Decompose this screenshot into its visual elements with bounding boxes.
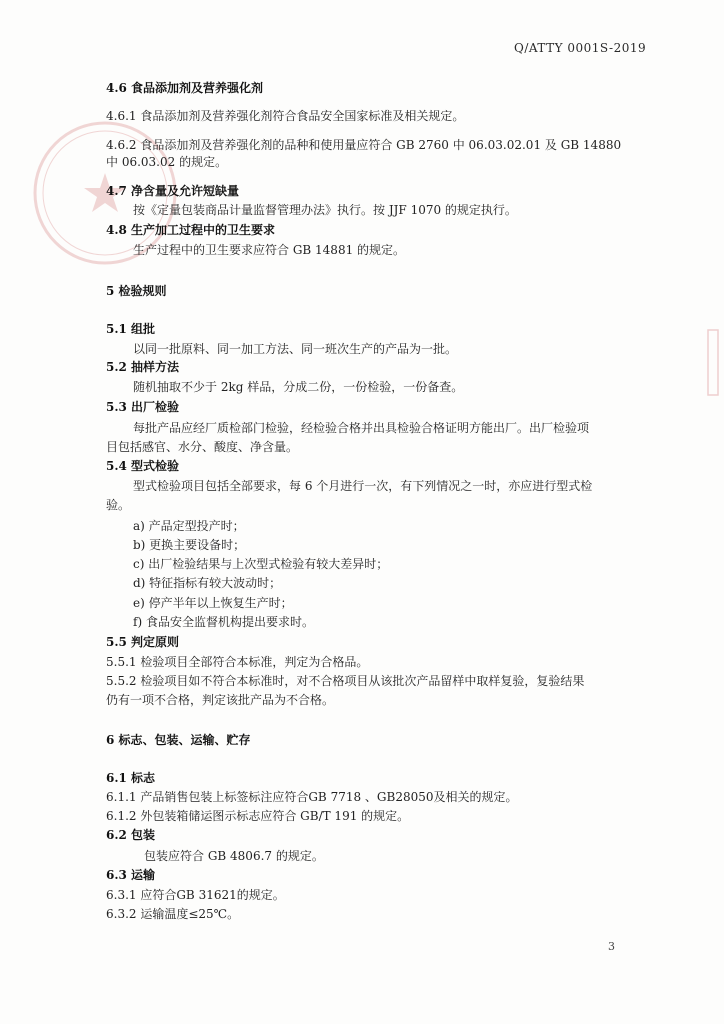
clause-5-4-body-line2: 验。 <box>106 498 131 512</box>
clause-5-5-2-line1: 5.5.2 检验项目如不符合本标准时，对不合格项目从该批次产品留样中取样复验，复验结果 <box>106 674 585 688</box>
section-5-5-heading: 5.5 判定原则 <box>106 635 180 649</box>
section-6-1-heading: 6.1 标志 <box>106 771 156 785</box>
section-4-8-heading: 4.8 生产加工过程中的卫生要求 <box>106 223 276 237</box>
clause-6-2-body: 包装应符合 GB 4806.7 的规定。 <box>144 849 324 863</box>
section-5-2-heading: 5.2 抽样方法 <box>106 360 180 374</box>
list-item-a: a) 产品定型投产时； <box>133 519 245 533</box>
clause-6-1-1: 6.1.1 产品销售包装上标签标注应符合GB 7718 、GB28050及相关的规定。 <box>106 790 518 804</box>
section-6-heading: 6 标志、包装、运输、贮存 <box>106 733 251 747</box>
clause-4-8-body: 生产过程中的卫生要求应符合 GB 14881 的规定。 <box>133 243 406 257</box>
list-item-c: c) 出厂检验结果与上次型式检验有较大差异时； <box>133 557 389 571</box>
edge-stamp-mark <box>706 325 720 400</box>
clause-4-6-1: 4.6.1 食品添加剂及营养强化剂符合食品安全国家标准及相关规定。 <box>106 109 465 123</box>
section-6-2-heading: 6.2 包装 <box>106 828 156 842</box>
list-item-f: f) 食品安全监督机构提出要求时。 <box>133 615 314 629</box>
clause-6-3-2: 6.3.2 运输温度≤25℃。 <box>106 907 240 921</box>
clause-6-1-2: 6.1.2 外包装箱储运图示标志应符合 GB/T 191 的规定。 <box>106 809 410 823</box>
clause-5-3-body-line1: 每批产品应经厂质检部门检验，经检验合格并出具检验合格证明方能出厂。出厂检验项 <box>133 421 590 435</box>
clause-5-3-body-line2: 目包括感官、水分、酸度、净含量。 <box>106 440 299 454</box>
clause-5-4-body-line1: 型式检验项目包括全部要求，每 6 个月进行一次，有下列情况之一时，亦应进行型式检 <box>133 479 593 493</box>
clause-4-6-2-line2: 中 06.03.02 的规定。 <box>106 155 228 169</box>
clause-4-7-body: 按《定量包装商品计量监督管理办法》执行。按 JJF 1070 的规定执行。 <box>133 203 517 217</box>
section-6-3-heading: 6.3 运输 <box>106 868 156 882</box>
list-item-e: e) 停产半年以上恢复生产时； <box>133 596 293 610</box>
clause-4-6-2-line1: 4.6.2 食品添加剂及营养强化剂的品种和使用量应符合 GB 2760 中 06.03.02.01 及 GB 14880 <box>106 138 622 152</box>
page-number: 3 <box>608 940 615 953</box>
section-5-3-heading: 5.3 出厂检验 <box>106 400 180 414</box>
list-item-b: b) 更换主要设备时； <box>133 538 246 552</box>
section-5-1-heading: 5.1 组批 <box>106 322 156 336</box>
list-item-d: d) 特征指标有较大波动时； <box>133 576 282 590</box>
section-4-6-heading: 4.6 食品添加剂及营养强化剂 <box>106 81 264 95</box>
clause-5-2-body: 随机抽取不少于 2kg 样品，分成二份，一份检验，一份备查。 <box>133 380 464 394</box>
clause-5-5-2-line2: 仍有一项不合格，判定该批产品为不合格。 <box>106 693 335 707</box>
section-5-4-heading: 5.4 型式检验 <box>106 459 180 473</box>
section-4-7-heading: 4.7 净含量及允许短缺量 <box>106 184 240 198</box>
clause-5-5-1: 5.5.1 检验项目全部符合本标准，判定为合格品。 <box>106 655 369 669</box>
section-5-heading: 5 检验规则 <box>106 284 167 298</box>
standard-code: Q/ATTY 0001S-2019 <box>514 41 647 55</box>
clause-5-1-body: 以同一批原料、同一加工方法、同一班次生产的产品为一批。 <box>133 342 458 356</box>
clause-6-3-1: 6.3.1 应符合GB 31621的规定。 <box>106 888 285 902</box>
